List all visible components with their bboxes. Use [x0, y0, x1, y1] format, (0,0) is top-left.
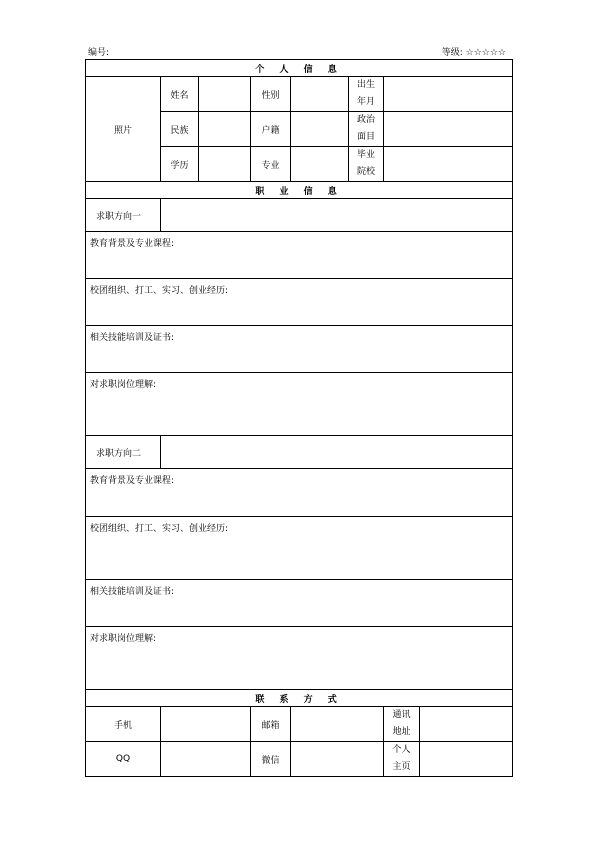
photo-label: 照片	[113, 125, 132, 136]
address-field[interactable]	[420, 707, 513, 742]
homepage-field[interactable]	[420, 742, 513, 777]
school-label: 毕业 院校	[349, 147, 384, 182]
job-understanding-label: 对求职岗位理解:	[90, 634, 157, 644]
skills-certificates-label: 相关技能培训及证书:	[90, 333, 175, 343]
political-status-label: 政治 面目	[349, 112, 384, 147]
grade-label: 等级:	[441, 48, 463, 58]
org-experience-field-2[interactable]	[86, 517, 513, 580]
job-direction-1-label: 求职方向一	[86, 199, 161, 232]
hukou-label: 户籍	[251, 112, 291, 147]
career-info-section-title: 职 业 信 息	[86, 182, 513, 199]
birth-label: 出生 年月	[349, 77, 384, 112]
photo-cell[interactable]	[86, 77, 161, 182]
name-label: 姓名	[161, 77, 199, 112]
personal-info-section-title: 个 人 信 息	[86, 60, 513, 77]
wechat-field[interactable]	[291, 742, 384, 777]
gender-label: 性别	[251, 77, 291, 112]
job-direction-2-field[interactable]	[161, 436, 513, 469]
ethnicity-label: 民族	[161, 112, 199, 147]
education-field[interactable]	[199, 147, 251, 182]
org-experience-field-1[interactable]	[86, 279, 513, 326]
email-label: 邮箱	[251, 707, 291, 742]
phone-label: 手机	[86, 707, 161, 742]
qq-field[interactable]	[161, 742, 251, 777]
skills-certificates-field-1[interactable]	[86, 326, 513, 373]
wechat-label: 微信	[251, 742, 291, 777]
resume-form-table	[85, 59, 513, 777]
job-understanding-field-1[interactable]	[86, 373, 513, 436]
political-status-field[interactable]	[384, 112, 513, 147]
job-understanding-field-2[interactable]	[86, 627, 513, 690]
address-label: 通讯 地址	[384, 707, 420, 742]
name-field[interactable]	[199, 77, 251, 112]
hukou-field[interactable]	[291, 112, 349, 147]
org-experience-label: 校团组织、打工、实习、创业经历:	[90, 524, 229, 534]
homepage-label: 个人 主页	[384, 742, 420, 777]
contact-section-title: 联 系 方 式	[86, 690, 513, 707]
ethnicity-field[interactable]	[199, 112, 251, 147]
education-background-field-2[interactable]	[86, 469, 513, 517]
form-header	[88, 45, 508, 59]
job-direction-2-label: 求职方向二	[86, 436, 161, 469]
job-understanding-label: 对求职岗位理解:	[90, 380, 157, 390]
birth-field[interactable]	[384, 77, 513, 112]
skills-certificates-field-2[interactable]	[86, 580, 513, 627]
org-experience-label: 校团组织、打工、实习、创业经历:	[90, 286, 229, 296]
skills-certificates-label: 相关技能培训及证书:	[90, 587, 175, 597]
major-label: 专业	[251, 147, 291, 182]
gender-field[interactable]	[291, 77, 349, 112]
grade-field	[442, 45, 506, 58]
education-label: 学历	[161, 147, 199, 182]
job-direction-1-field[interactable]	[161, 199, 513, 232]
number-label: 编号:	[88, 48, 110, 58]
email-field[interactable]	[291, 707, 384, 742]
qq-label: QQ	[86, 742, 161, 777]
phone-field[interactable]	[161, 707, 251, 742]
education-background-label: 教育背景及专业课程:	[90, 476, 175, 486]
education-background-label: 教育背景及专业课程:	[90, 239, 175, 249]
education-background-field-1[interactable]	[86, 232, 513, 279]
school-field[interactable]	[384, 147, 513, 182]
grade-stars[interactable]: ☆☆☆☆☆	[465, 48, 506, 58]
major-field[interactable]	[291, 147, 349, 182]
